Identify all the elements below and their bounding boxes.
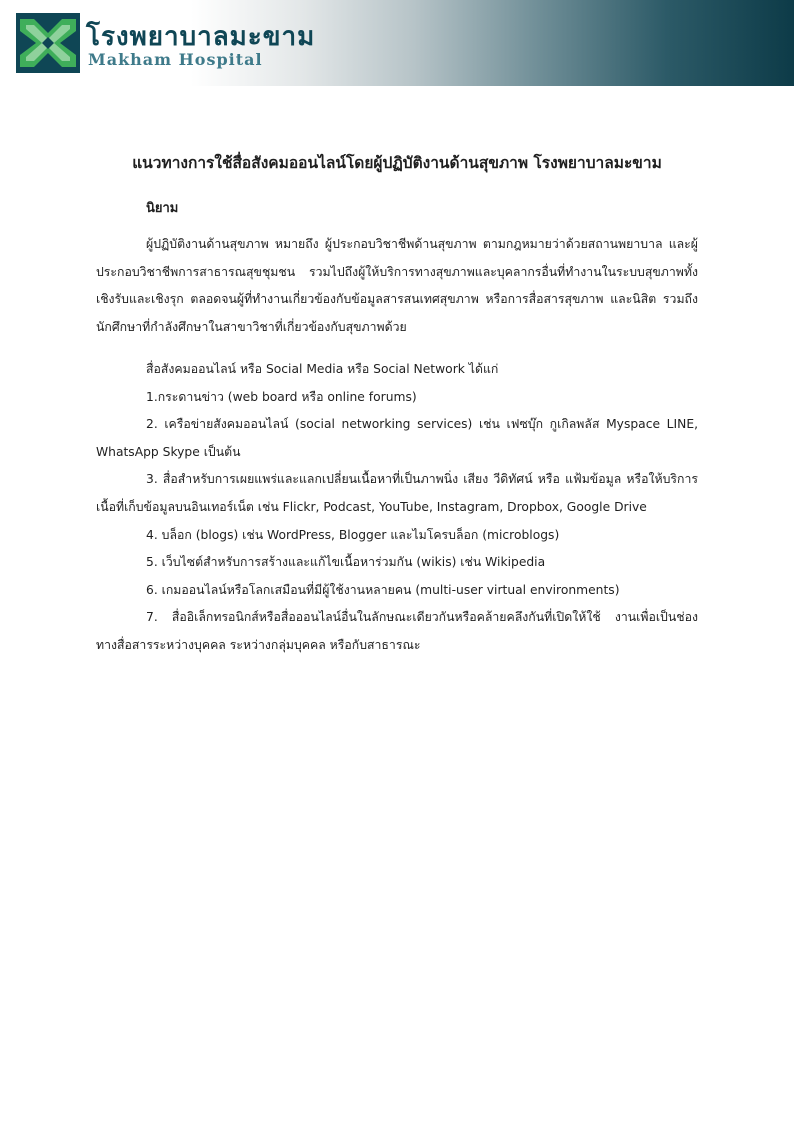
hospital-logo-icon: [16, 13, 80, 73]
definition-heading: นิยาม: [146, 201, 179, 216]
list-item: 4. บล็อก (blogs) เช่น WordPress, Blogger และไมโครบล็อก (microblogs): [146, 527, 560, 542]
hospital-name-thai: โรงพยาบาลมะขาม: [86, 22, 316, 52]
list-item: 7. สื่ออิเล็กทรอนิกส์หรือสื่อออนไลน์อื่นในลักษณะเดียวกันหรือคล้ายคลึงกันที่เปิดให้ใช้ งานเพื่อเป็นช่องทางสื่อสารระหว่างบุคคล ระหว่างกลุ่มบุคคล หรือกับสาธารณะ: [96, 610, 698, 652]
hospital-banner: [0, 0, 794, 86]
hospital-name-english: Makham Hospital: [88, 50, 263, 69]
document-title: แนวทางการใช้สื่อสังคมออนไลน์โดยผู้ปฏิบัติงานด้านสุขภาพ โรงพยาบาลมะขาม: [132, 154, 662, 172]
list-item: 5. เว็บไซต์สำหรับการสร้างและแก้ไขเนื้อหาร่วมกัน (wikis) เช่น Wikipedia: [146, 555, 546, 570]
list-item: 1.กระดานข่าว (web board หรือ online forums): [146, 389, 417, 404]
list-intro: สื่อสังคมออนไลน์ หรือ Social Media หรือ Social Network ได้แก่: [146, 362, 499, 376]
list-item: 6. เกมออนไลน์หรือโลกเสมือนที่มีผู้ใช้งานหลายคน (multi-user virtual environments): [146, 582, 620, 597]
definition-paragraph: ผู้ปฏิบัติงานด้านสุขภาพ หมายถึง ผู้ประกอบวิชาชีพด้านสุขภาพ ตามกฎหมายว่าด้วยสถานพยาบาล และผู้ประกอบวิชาชีพการสาธารณสุขชุมชน รวมไปถึงผู้ให้บริการทางสุขภาพและบุคลากรอื่นที่ทำงานในระบบสุขภาพทั้งเชิงรับและเชิงรุก ตลอดจนผู้ที่ทำงานเกี่ยวข้องกับข้อมูลสารสนเทศสุขภาพ หรือการสื่อสารสุขภาพ และนิสิต รวมถึงนักศึกษาที่กำลังศึกษาในสาขาวิชาที่เกี่ยวข้องกับสุขภาพด้วย: [96, 237, 698, 334]
list-item: 2. เครือข่ายสังคมออนไลน์ (social networking services) เช่น เฟซบุ๊ก กูเกิลพลัส Myspace LINE, WhatsApp Skype เป็นต้น: [96, 417, 698, 459]
social-media-list: [96, 356, 698, 660]
definition-section: [96, 231, 698, 341]
list-item: 3. สื่อสำหรับการเผยแพร่และแลกเปลี่ยนเนื้อหาที่เป็นภาพนิ่ง เสียง วีดิทัศน์ หรือ แฟ้มข้อมูล หรือให้บริการเนื้อที่เก็บข้อมูลบนอินเทอร์เน็ต เช่น Flickr, Podcast, YouTube, Instagram, Dropbox, Google Drive: [96, 472, 698, 514]
